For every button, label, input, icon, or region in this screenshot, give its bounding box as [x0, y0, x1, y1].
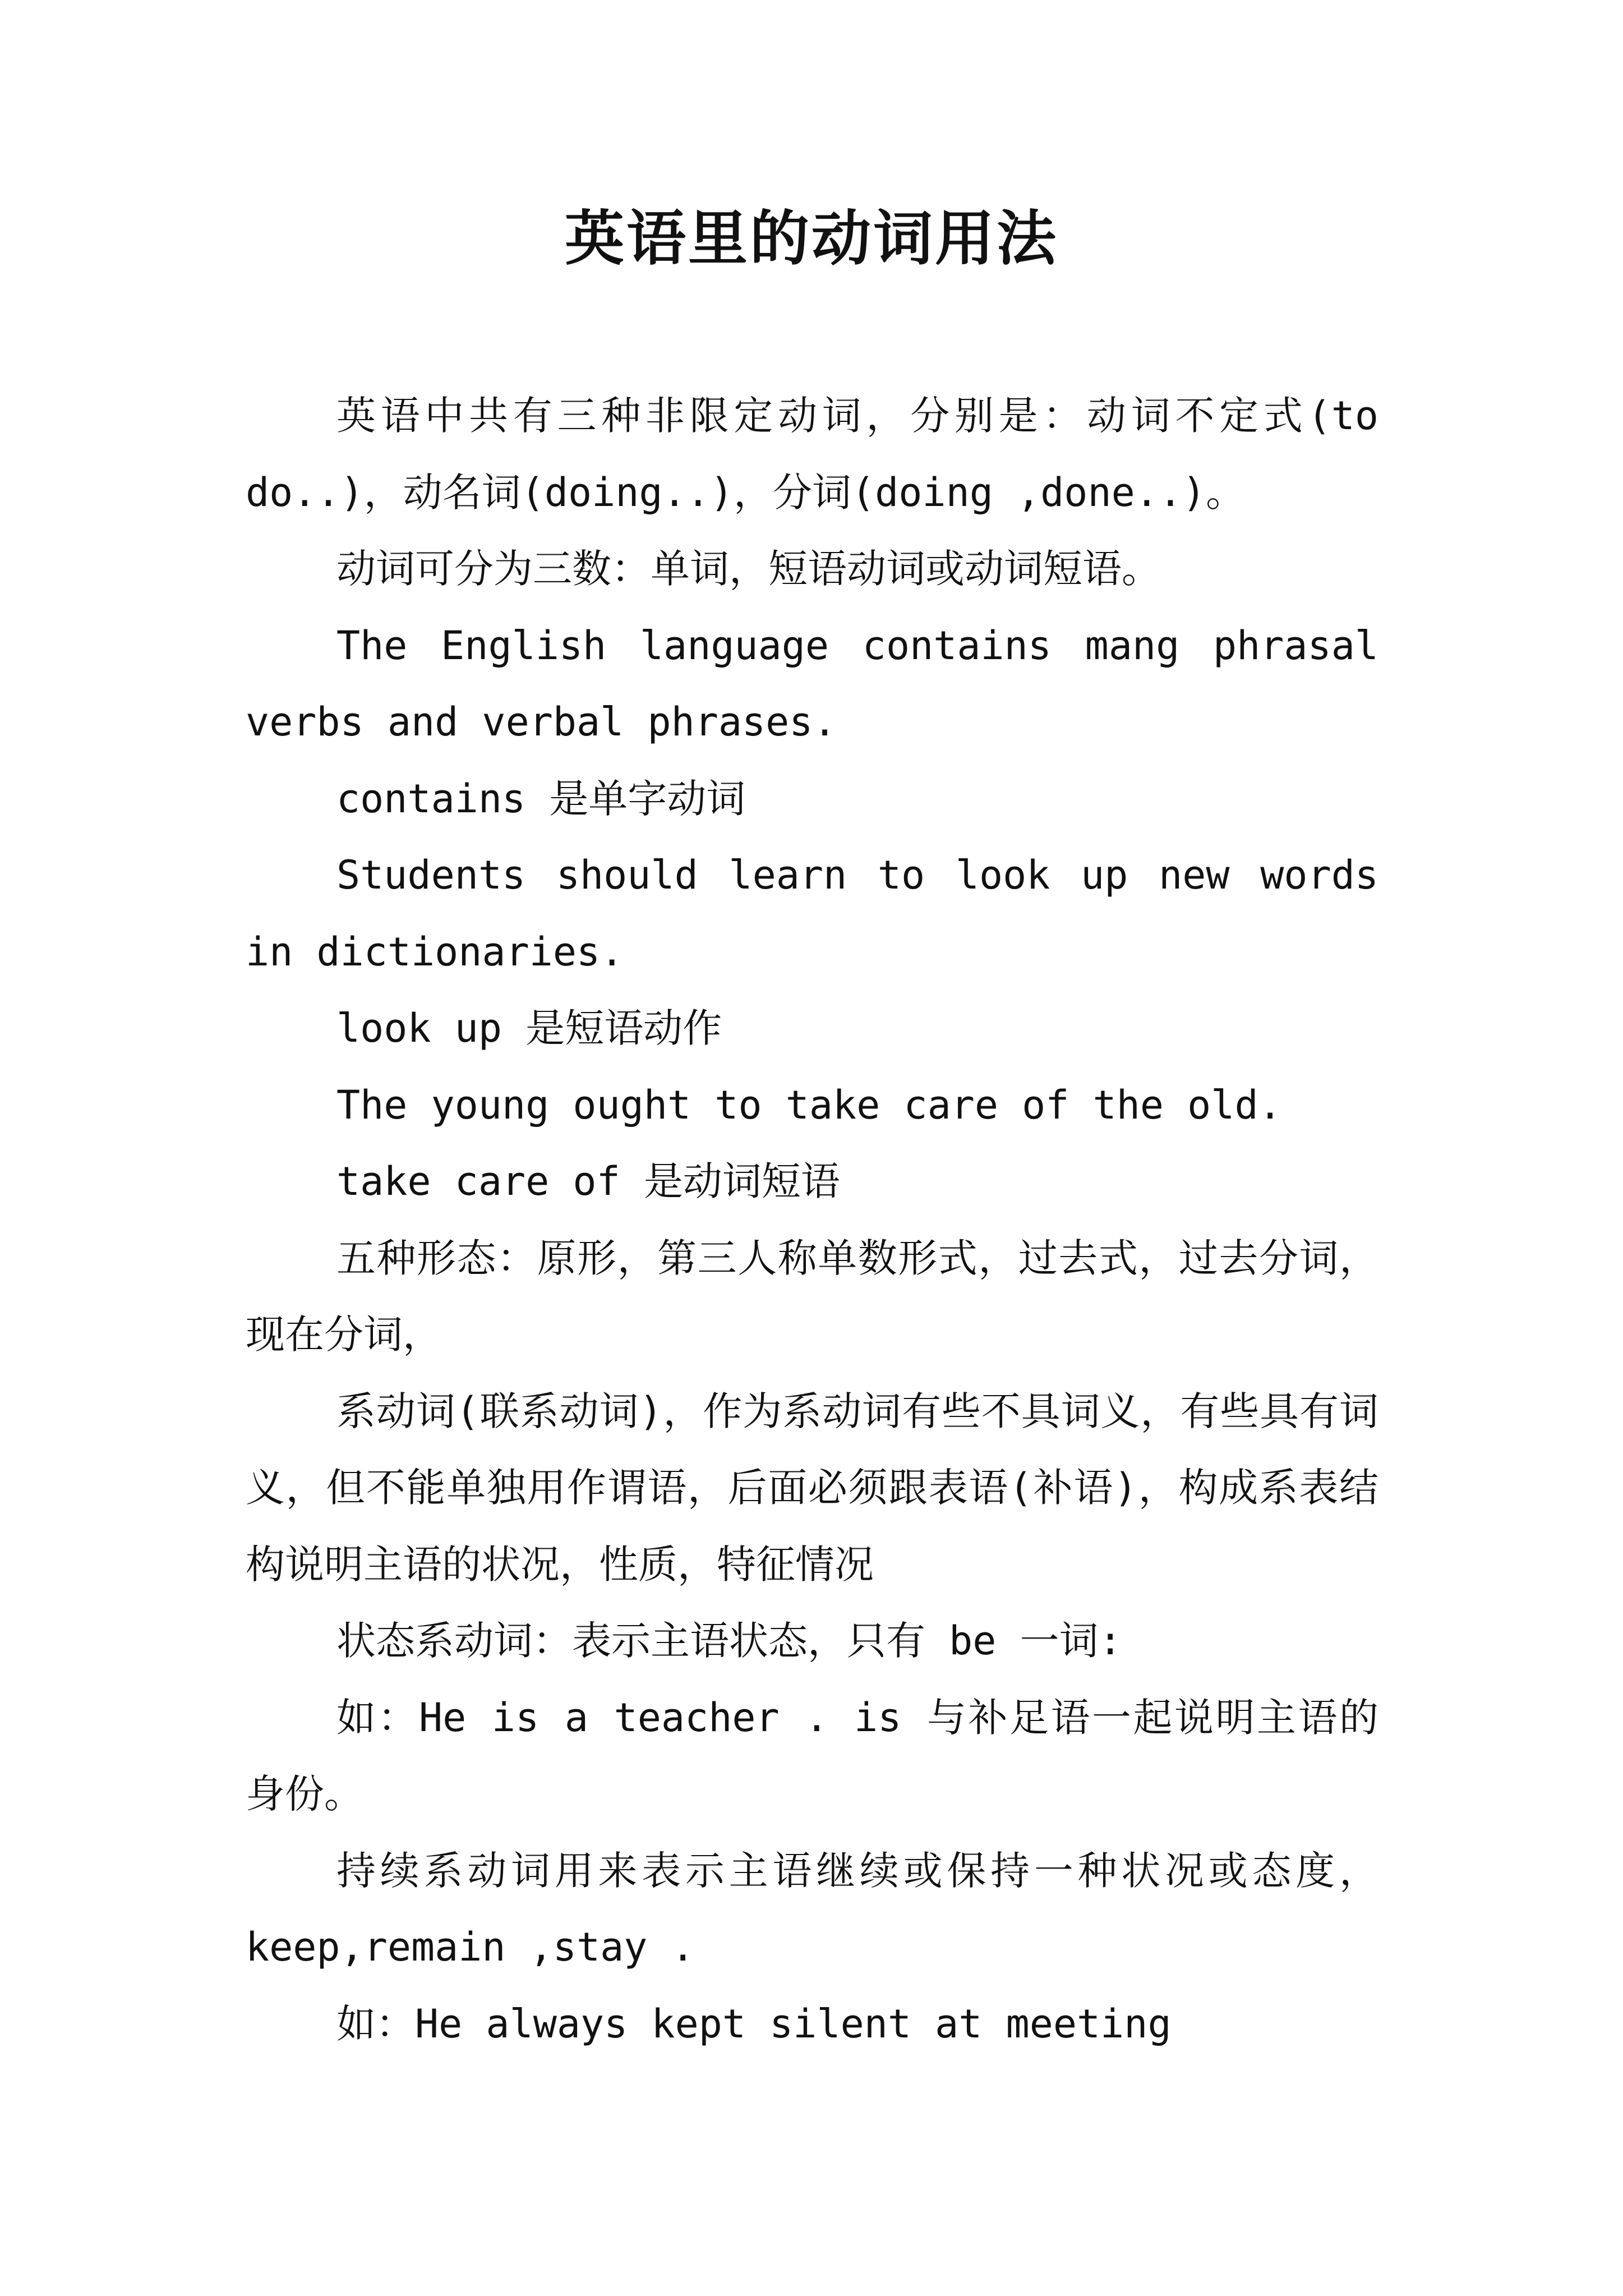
paragraph-note-phrasal-verb: look up 是短语动作	[336, 1005, 722, 1051]
paragraph-note-verb-phrase: take care of 是动词短语	[336, 1158, 840, 1204]
paragraph-note-single-verb: contains 是单字动词	[336, 775, 746, 822]
document-title: 英语里的动词用法	[565, 203, 1058, 273]
paragraph-example-phrasal: The English language contains mang phrasal verbs and verbal phrases.	[246, 622, 1378, 745]
paragraph-continuing-linking-verb: 持续系动词用来表示主语继续或保持一种状况或态度，keep,remain ,stay .	[246, 1847, 1378, 1970]
document-body	[246, 378, 1378, 2062]
paragraph-linking-verbs: 系动词(联系动词)，作为系动词有些不具词义，有些具有词义，但不能单独用作谓语，后面必须跟表语(补语)，构成系表结构说明主语的状况，性质，特征情况	[246, 1388, 1378, 1588]
paragraph-example-silent: 如：He always kept silent at meeting	[336, 2000, 1172, 2047]
paragraph-example-look-up: Students should learn to look up new words in dictionaries.	[246, 852, 1378, 975]
paragraph-example-take-care: The young ought to take care of the old.	[336, 1082, 1282, 1128]
paragraph-five-forms: 五种形态：原形，第三人称单数形式，过去式，过去分词，现在分词，	[246, 1235, 1378, 1358]
paragraph-nonfinite-verbs: 英语中共有三种非限定动词，分别是：动词不定式(to do..)，动名词(doing..)，分词(doing ,done..)。	[246, 393, 1378, 516]
paragraph-verb-categories: 动词可分为三数：单词，短语动词或动词短语。	[336, 546, 1161, 592]
paragraph-example-teacher: 如：He is a teacher . is 与补足语一起说明主语的身份。	[246, 1694, 1378, 1817]
paragraph-state-linking-verb: 状态系动词：表示主语状态，只有 be 一词:	[336, 1618, 1122, 1664]
